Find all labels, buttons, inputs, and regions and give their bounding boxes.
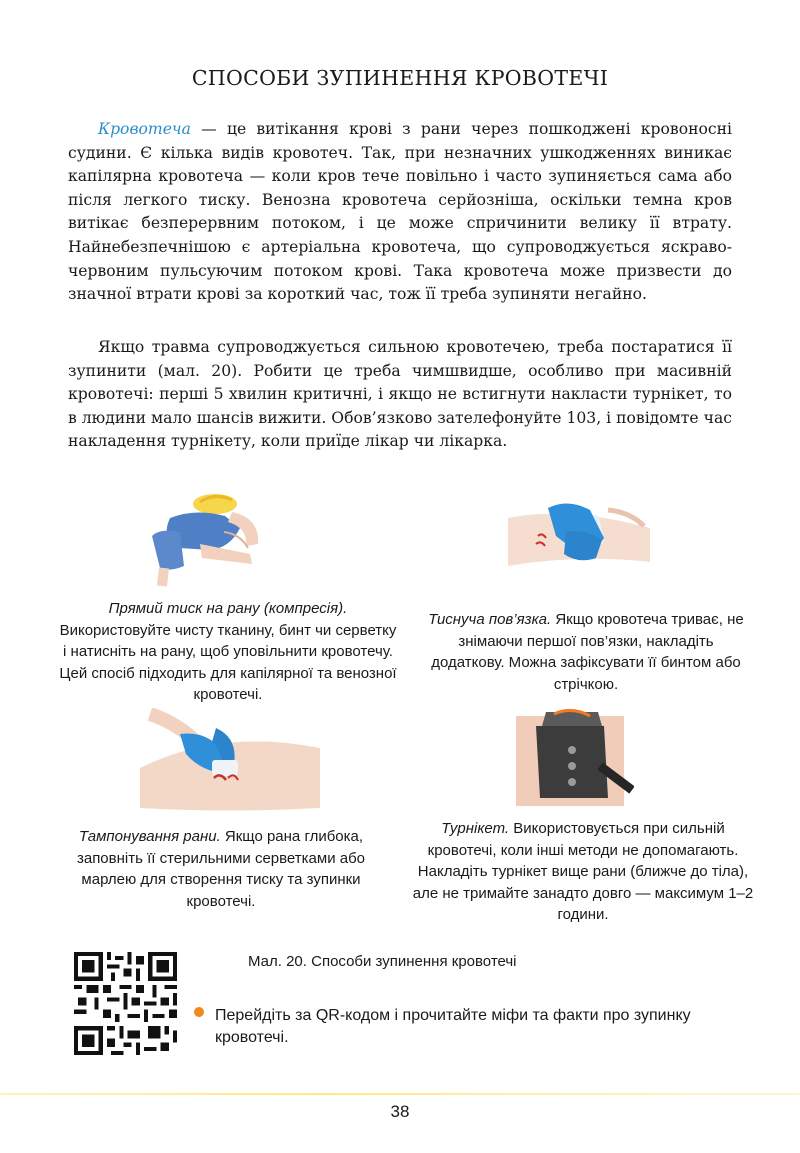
caption-wound-packing — [56, 826, 386, 912]
caption-wound-packing-label: Тампонування рани. — [78, 828, 221, 845]
caption-direct-pressure-label: Прямий тиск на рану (компресія). — [108, 600, 348, 617]
footer-divider — [0, 1093, 800, 1095]
caption-tourniquet — [410, 818, 756, 926]
term-bleeding: Кровотеча — [98, 120, 191, 138]
caption-direct-pressure — [56, 598, 400, 706]
caption-wound-packing-text: Якщо рана глибока, заповніть її стерильними серветками або марлею для створення тиску та зупинки кровотечі. — [76, 828, 366, 910]
instruction-paragraph-text: Якщо травма супроводжується сильною кровотечею, треба постаратися її зупинити (мал. 20). Робити це треба чимшвидше, особливо при масивній кровотечі: перші 5 хвилин критичні, і якщо не встигнути накласти турнікет, то в людини мало шансів вижити. Обов’язково зателефонуйте 103, і повідомте час накладення турнікету, коли приїде лікар чи лікарка. — [68, 338, 732, 451]
figure-caption: Мал. 20. Способи зупинення кровотечі — [248, 953, 517, 970]
caption-pressure-bandage-label: Тиснуча пов’язка. — [428, 611, 552, 628]
direct-pressure-illustration — [140, 488, 290, 588]
caption-tourniquet-text: Використовується при сильній кровотечі, коли інші методи не допомагають. Накладіть турнікет вище рани (ближче до тіла), але не тримайте занадто довго — максимум 1–2 години. — [412, 820, 754, 923]
pressure-bandage-illustration — [508, 488, 650, 588]
page-title: СПОСОБИ ЗУПИНЕННЯ КРОВОТЕЧІ — [191, 66, 609, 90]
caption-tourniquet-label: Турнікет. — [441, 820, 510, 837]
caption-pressure-bandage — [428, 609, 744, 695]
page-number: 38 — [390, 1102, 410, 1121]
instruction-paragraph — [68, 336, 732, 454]
intro-paragraph — [68, 118, 732, 307]
qr-instruction-text: Перейдіть за QR-кодом і прочитайте міфи та факти про зупинку кровотечі. — [215, 1007, 691, 1046]
tourniquet-illustration — [506, 706, 634, 806]
orange-bullet-icon — [194, 1007, 204, 1017]
wound-packing-illustration — [140, 708, 320, 813]
intro-paragraph-text: — це витікання крові з рани через пошкоджені кровоносні судини. Є кілька видів кровотеч. Так, при незначних ушкодженнях виникає капілярна кровотеча — коли кров тече повільно і часто зупиняється сама або після легкого тиску. Венозна кровотеча серйозніша, оскільки темна кров витікає безперервним потоком, і це може спричинити велику її втрату. Найнебезпечнішою є артеріальна кровотеча, що супроводжується яскраво-червоним пульсуючим потоком крові. Така кровотеча може призвести до значної втрати крові за короткий час, тож її треба зупиняти негайно. — [68, 120, 732, 304]
qr-code-icon[interactable] — [74, 952, 177, 1055]
caption-direct-pressure-text: Використовуйте чисту тканину, бинт чи серветку і натисніть на рану, щоб уповільнити кровотечу. Цей спосіб підходить для капілярної та венозної кровотечі. — [59, 621, 397, 703]
caption-pressure-bandage-text: Якщо кровотеча триває, не знімаючи першої пов’язки, накладіть додаткову. Можна зафіксувати її бинтом або стрічкою. — [431, 611, 744, 693]
